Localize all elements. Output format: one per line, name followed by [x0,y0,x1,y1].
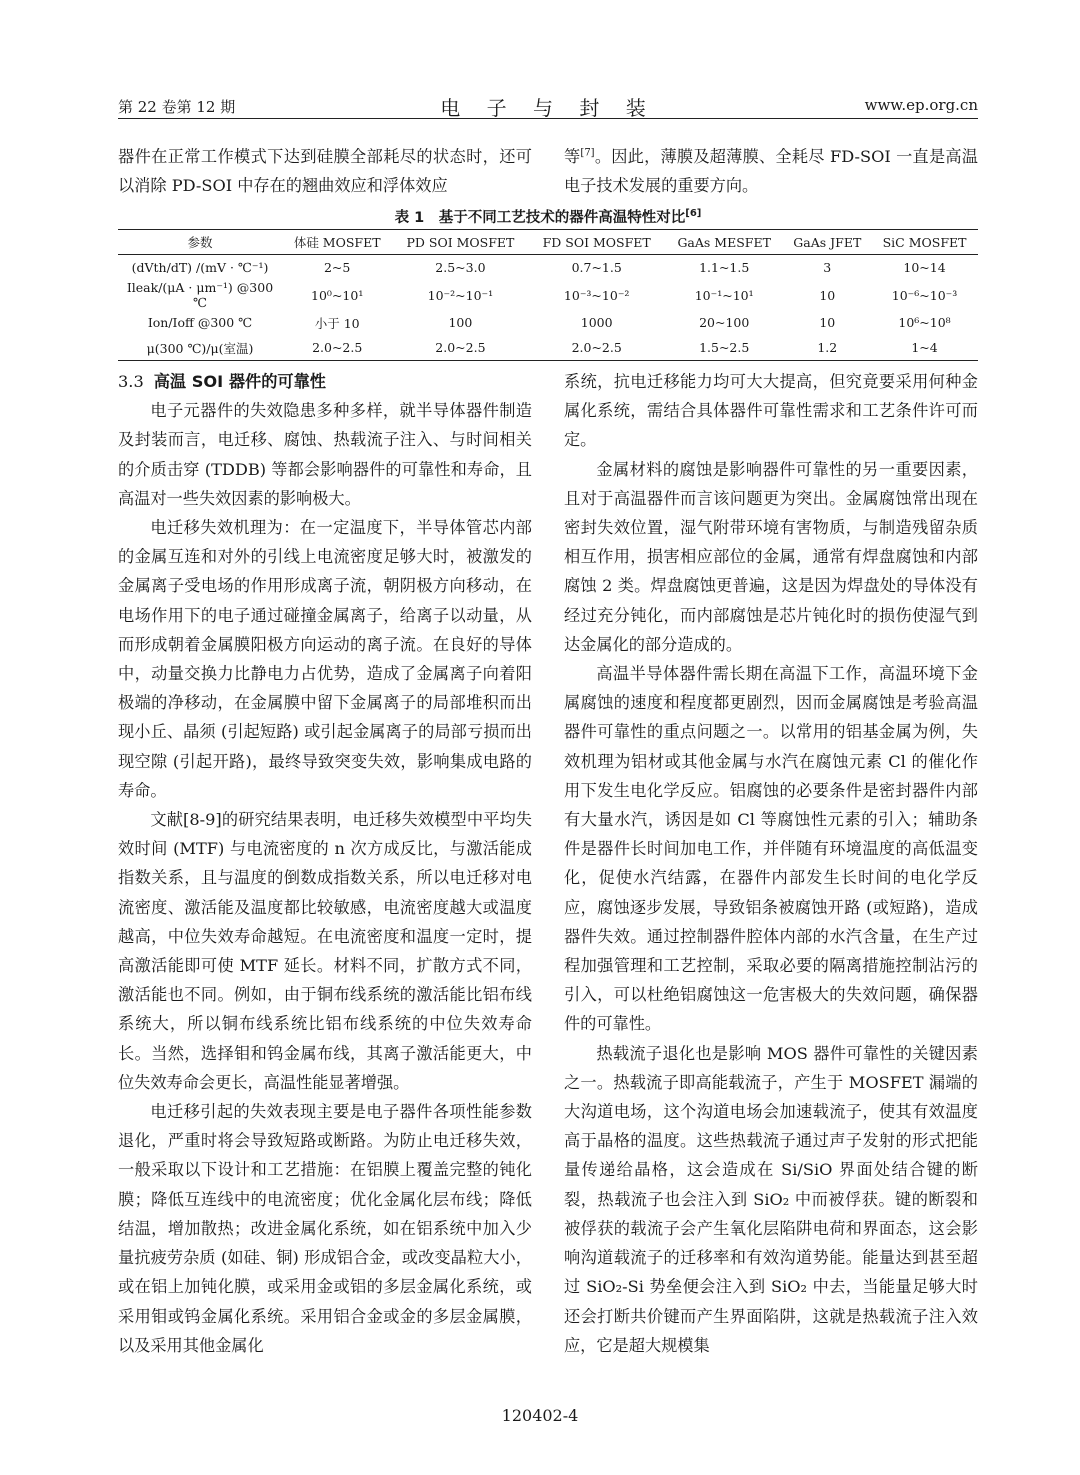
table-row [118,335,978,361]
value-cell: 1000 [580,315,613,330]
section-number: 3.3 [118,372,144,391]
intro-right-column [564,142,978,200]
value-cell: 10⁻²~10⁻¹ [427,287,494,303]
value-cell: 10⁰~10¹ [311,287,364,303]
value-cell: 10~14 [903,260,946,275]
param-cell: Ileak/(μA · μm⁻¹) @300 ℃ [126,280,274,310]
table-row [118,310,978,335]
column-header: PD SOI MOSFET [392,230,528,255]
value-cell: 20~100 [699,315,750,330]
param-cell: μ(300 ℃)/μ(室温) [146,340,254,356]
intro-left-column [118,142,532,200]
table-caption: 表 1 基于不同工艺技术的器件高温特性对比[6] [394,208,702,226]
value-cell: 10 [819,287,836,303]
citation-ref: [7] [580,147,595,159]
value-cell: 2.0~2.5 [571,340,622,355]
table-row [118,280,978,310]
running-header [118,94,978,119]
value-cell: 3 [823,260,832,275]
value-cell: 1.1~1.5 [699,260,750,275]
left-column [118,367,532,1360]
paragraph: 电迁移引起的失效表现主要是电子器件各项性能参数退化，严重时将会导致短路或断路。为防止电迁移失效，一般采取以下设计和工艺措施：在铝膜上覆盖完整的钝化膜；降低互连线中的电流密度；优化金属化层布线；降低结温，增加散热；改进金属化系统，如在铝系统中加入少量抗疲劳杂质 (如硅、铜) 形成铝合金，或改变晶粒大小，或在铝上加钝化膜，或采用金或铝的多层金属化系统，或采用钼或钨金属化系统。采用铝合金或金的多层金属膜，以及采用其他金属化 [118,1102,532,1355]
volume-issue: 第 22 卷第 12 期 [118,98,236,116]
table-header-row [118,230,978,255]
journal-url: www.ep.org.cn [864,96,978,114]
value-cell: 2~5 [323,260,351,275]
value-cell: 10⁻¹~10¹ [694,287,754,303]
section-heading [118,367,532,396]
paragraph: 金属材料的腐蚀是影响器件可靠性的另一重要因素，且对于高温器件而言该问题更为突出。金属腐蚀常出现在密封失效位置，湿气附带环境有害物质，与制造残留杂质相互作用，损害相应部位的金属，通常有焊盘腐蚀和内部腐蚀 2 类。焊盘腐蚀更普遍，这是因为焊盘处的导体没有经过充分钝化，而内部腐蚀是芯片钝化时的损伤使湿气到达金属化的部分造成的。 [564,459,978,654]
value-cell: 小于 10 [314,315,360,331]
paragraph: 系统，抗电迁移能力均可大大提高，但究竟要采用何种金属化系统，需结合具体器件可靠性需求和工艺条件许可而定。 [564,372,978,450]
value-cell: 10⁻⁶~10⁻³ [891,287,958,303]
section-title: 高温 SOI 器件的可靠性 [153,372,326,391]
page-number: 120402-4 [501,1406,579,1425]
value-cell: 10 [819,315,836,330]
value-cell: 10⁶~10⁸ [898,315,951,330]
paragraph: 热载流子退化也是影响 MOS 器件可靠性的关键因素之一。热载流子即高能载流子，产生于 MOSFET 漏端的大沟道电场，这个沟道电场会加速载流子，使其有效温度高于晶格的温度。这些热载流子通过声子发射的形式把能量传递给晶格，这会造成在 Si/SiO 界面处结合键的断裂，热载流子也会注入到 SiO₂ 中而被俘获。键的断裂和被俘获的载流子会产生氧化层陷阱电荷和界面态，这会影响沟道载流子的迁移率和有效沟道势能。能量达到甚至超过 SiO₂-Si 势垒便会注入到 SiO₂ 中去，当能量足够大时还会打断共价键而产生界面陷阱，这就是热载流子注入效应，它是超大规模集 [564,1043,978,1355]
column-header: 参数 [118,230,282,255]
value-cell: 1~4 [911,340,938,355]
column-header: GaAs MESFET [665,230,784,255]
value-cell: 100 [448,315,473,330]
value-cell: 2.0~2.5 [312,340,363,355]
value-cell: 1.5~2.5 [699,340,750,355]
column-header: SiC MOSFET [871,230,978,255]
paragraph: 电迁移失效机理为：在一定温度下，半导体管芯内部的金属互连和对外的引线上电流密度足够大时，被激发的金属离子受电场的作用形成离子流，朝阴极方向移动，在电场作用下的电子通过碰撞金属离子，给离子以动量，从而形成朝着金属膜阳极方向运动的离子流。在良好的导体中，动量交换力比静电力占优势，造成了金属离子向着阳极端的净移动，在金属膜中留下金属离子的局部堆积而出现小丘、晶须 (引起短路) 或引起金属离子的局部亏损而出现空隙 (引起开路)，最终导致突变失效，影响集成电路的寿命。 [118,518,532,800]
journal-title: 电 子 与 封 装 [440,96,656,120]
paragraph: 高温半导体器件需长期在高温下工作，高温环境下金属腐蚀的速度和程度都更剧烈，因而金属腐蚀是考验高温器件可靠性的重点问题之一。以常用的铝基金属为例，失效机理为铝材或其他金属与水汽在腐蚀元素 Cl 的催化作用下发生电化学反应。铝腐蚀的必要条件是密封器件内部有大量水汽，诱因是如 Cl 等腐蚀性元素的引入；辅助条件是器件长时间加电工作，并伴随有环境温度的高低温变化，促使水汽结露，在器件内部发生长时间的电化学反应，腐蚀逐步发展，导致铝条被腐蚀开路 (或短路)，造成器件失效。通过控制器件腔体内部的水汽含量，在生产过程加强管理和工艺控制，采取必要的隔离措施控制沾污的引入，可以杜绝铝腐蚀这一危害极大的失效问题，确保器件的可靠性。 [564,664,978,1034]
table-row [118,255,978,281]
intro-right-text: 等[7]。因此，薄膜及超薄膜、全耗尽 FD-SOI 一直是高温电子技术发展的重要方向。 [564,147,978,196]
value-cell: 1.2 [817,340,838,355]
param-cell: Ion/Ioff @300 ℃ [147,315,253,330]
column-header: 体硅 MOSFET [282,230,392,255]
paragraph: 电子元器件的失效隐患多种多样，就半导体器件制造及封装而言，电迁移、腐蚀、热载流子注入、与时间相关的介质击穿 (TDDB) 等都会影响器件的可靠性和寿命，且高温对一些失效因素的影响极大。 [118,401,532,508]
value-cell: 2.5~3.0 [435,260,486,275]
param-cell: (dVth/dT) /(mV · ℃⁻¹) [131,260,269,275]
value-cell: 2.0~2.5 [435,340,486,355]
right-column [564,367,978,1360]
caption-citation: [6] [685,208,702,220]
comparison-table [118,229,978,361]
column-header: GaAs JFET [783,230,871,255]
paragraph: 文献[8-9]的研究结果表明，电迁移失效模型中平均失效时间 (MTF) 与电流密度的 n 次方成反比，与激活能成指数关系，且与温度的倒数成指数关系，所以电迁移对电流密度、激活能及温度都比较敏感，电流密度越大或温度越高，中位失效寿命越短。在电流密度和温度一定时，提高激活能即可使 MTF 延长。材料不同，扩散方式不同，激活能也不同。例如，由于铜布线系统的激活能比铝布线系统大，所以铜布线系统比铝布线系统的中位失效寿命长。当然，选择钼和钨金属布线，其离子激活能更大，中位失效寿命会更长，高温性能显著增强。 [118,810,532,1092]
column-header: FD SOI MOSFET [528,230,664,255]
value-cell: 10⁻³~10⁻² [563,287,630,303]
value-cell: 0.7~1.5 [571,260,622,275]
intro-left-text: 器件在正常工作模式下达到硅膜全部耗尽的状态时，还可以消除 PD-SOI 中存在的翘曲效应和浮体效应 [118,147,532,196]
